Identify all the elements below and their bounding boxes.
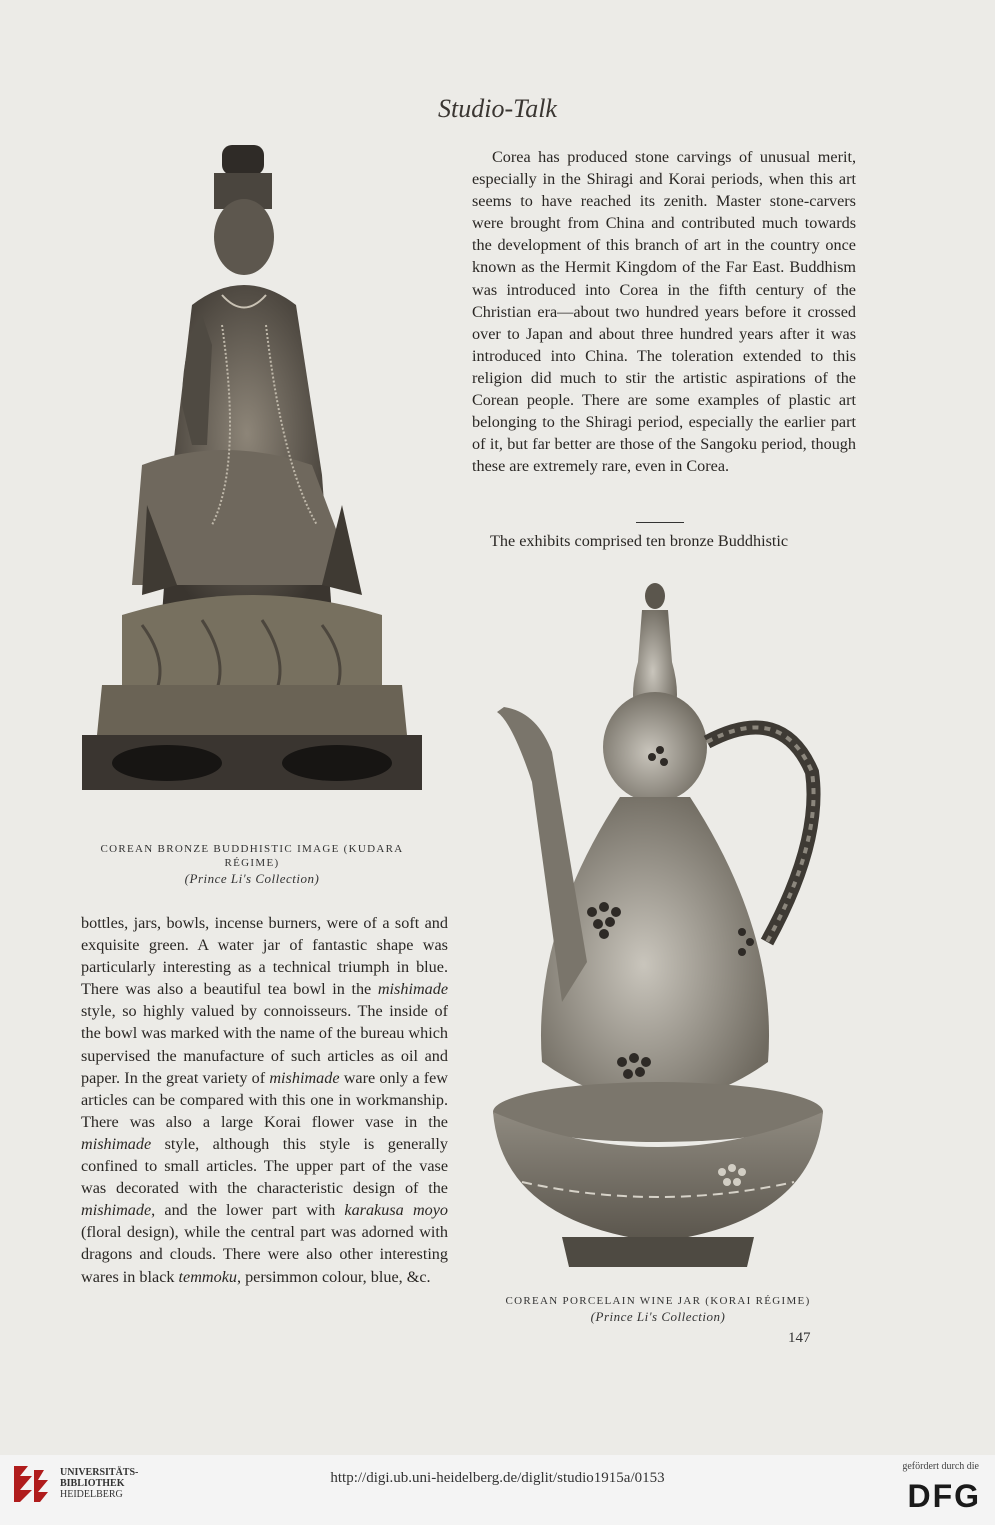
- jar-caption-credit: (Prince Li's Collection): [590, 1309, 726, 1324]
- text-run: style, so highly valued by connoisseurs. The inside of the bowl was marked with the name of the bureau which supervised the manufacture of such articles as oil and paper. In the great variety of: [81, 1002, 448, 1087]
- jar-caption: [492, 1294, 824, 1324]
- text-run: bottles, jars, bowls, incense burners, were of a soft and exquisite green. A water jar of fantastic shape was particularly interesting as a technical triumph in blue. There was also a beautiful tea bowl in the: [81, 914, 448, 999]
- left-column-text: [81, 912, 448, 1288]
- statue-caption: [82, 842, 422, 886]
- running-head: Studio-Talk: [438, 94, 557, 123]
- right-column-paragraph: [472, 146, 856, 477]
- jar-caption-title: COREAN PORCELAIN WINE JAR (KORAI RÉGIME): [505, 1295, 811, 1307]
- source-url-link[interactable]: http://digi.ub.uni-heidelberg.de/diglit/studio1915a/0153: [330, 1470, 665, 1486]
- italic-term: karakusa moyo: [344, 1201, 449, 1220]
- paragraph-stone-carvings: Corea has produced stone carvings of unusual merit, especially in the Shiragi and Korai periods, when this art seems to have reached its zenith. Master stone-carvers were brought from China and contributed much towards the development of this branch of art in the country once known as the Hermit Kingdom of the Far East. Buddhism was introduced into Corea in the fifth century of the Christian era—about two hundred years before it crossed over to Japan and about three hundred years after it was introduced into China. The toleration extended to this religion did much to stir the artistic aspirations of the Corean people. There are some examples of plastic art belonging to the Shiragi period, especially the earlier part of it, but far better are those of the Sangoku period, though these are extremely rare, even in Corea.: [472, 148, 856, 476]
- bronze-buddha-statue-image: [82, 145, 422, 790]
- library-line-2: BIBLIOTHEK: [60, 1478, 125, 1489]
- text-run: , and the lower part with: [151, 1201, 345, 1220]
- italic-term: temmoku: [178, 1267, 237, 1286]
- funded-by-text: gefördert durch die: [902, 1461, 979, 1472]
- text-run: , persimmon colour, blue, &c.: [236, 1267, 431, 1286]
- library-line-3: HEIDELBERG: [60, 1489, 123, 1500]
- statue-caption-credit: (Prince Li's Collection): [184, 871, 320, 886]
- section-rule: [636, 522, 684, 523]
- italic-term: mishimade: [377, 980, 448, 999]
- dfg-logo: DFG: [907, 1478, 981, 1514]
- library-line-1: UNIVERSITÄTS-: [60, 1467, 139, 1478]
- statue-caption-title: COREAN BRONZE BUDDHISTIC IMAGE (KUDARA RÉGIME): [100, 843, 404, 869]
- page-number: 147: [788, 1330, 811, 1346]
- paragraph-exhibits: [81, 912, 448, 1288]
- text-run: (floral design), while the central part was adorned with dragons and clouds. There were also other interesting wares in black: [81, 1223, 448, 1286]
- digitization-footer: [0, 1455, 995, 1525]
- text-run: ware only a few articles can be compared with this one in workmanship. There was also a large Korai flower vase in the: [81, 1068, 448, 1131]
- text-run: style, although this style is generally confined to small articles. The upper part of the vase was decorated with the characteristic design of the: [81, 1134, 448, 1198]
- porcelain-wine-jar-image: [492, 582, 824, 1282]
- italic-term: mishimade: [81, 1201, 152, 1220]
- italic-term: mishimade: [269, 1068, 340, 1087]
- exhibits-paragraph-start: The exhibits comprised ten bronze Buddhistic: [490, 532, 789, 550]
- italic-term: mishimade: [81, 1134, 152, 1153]
